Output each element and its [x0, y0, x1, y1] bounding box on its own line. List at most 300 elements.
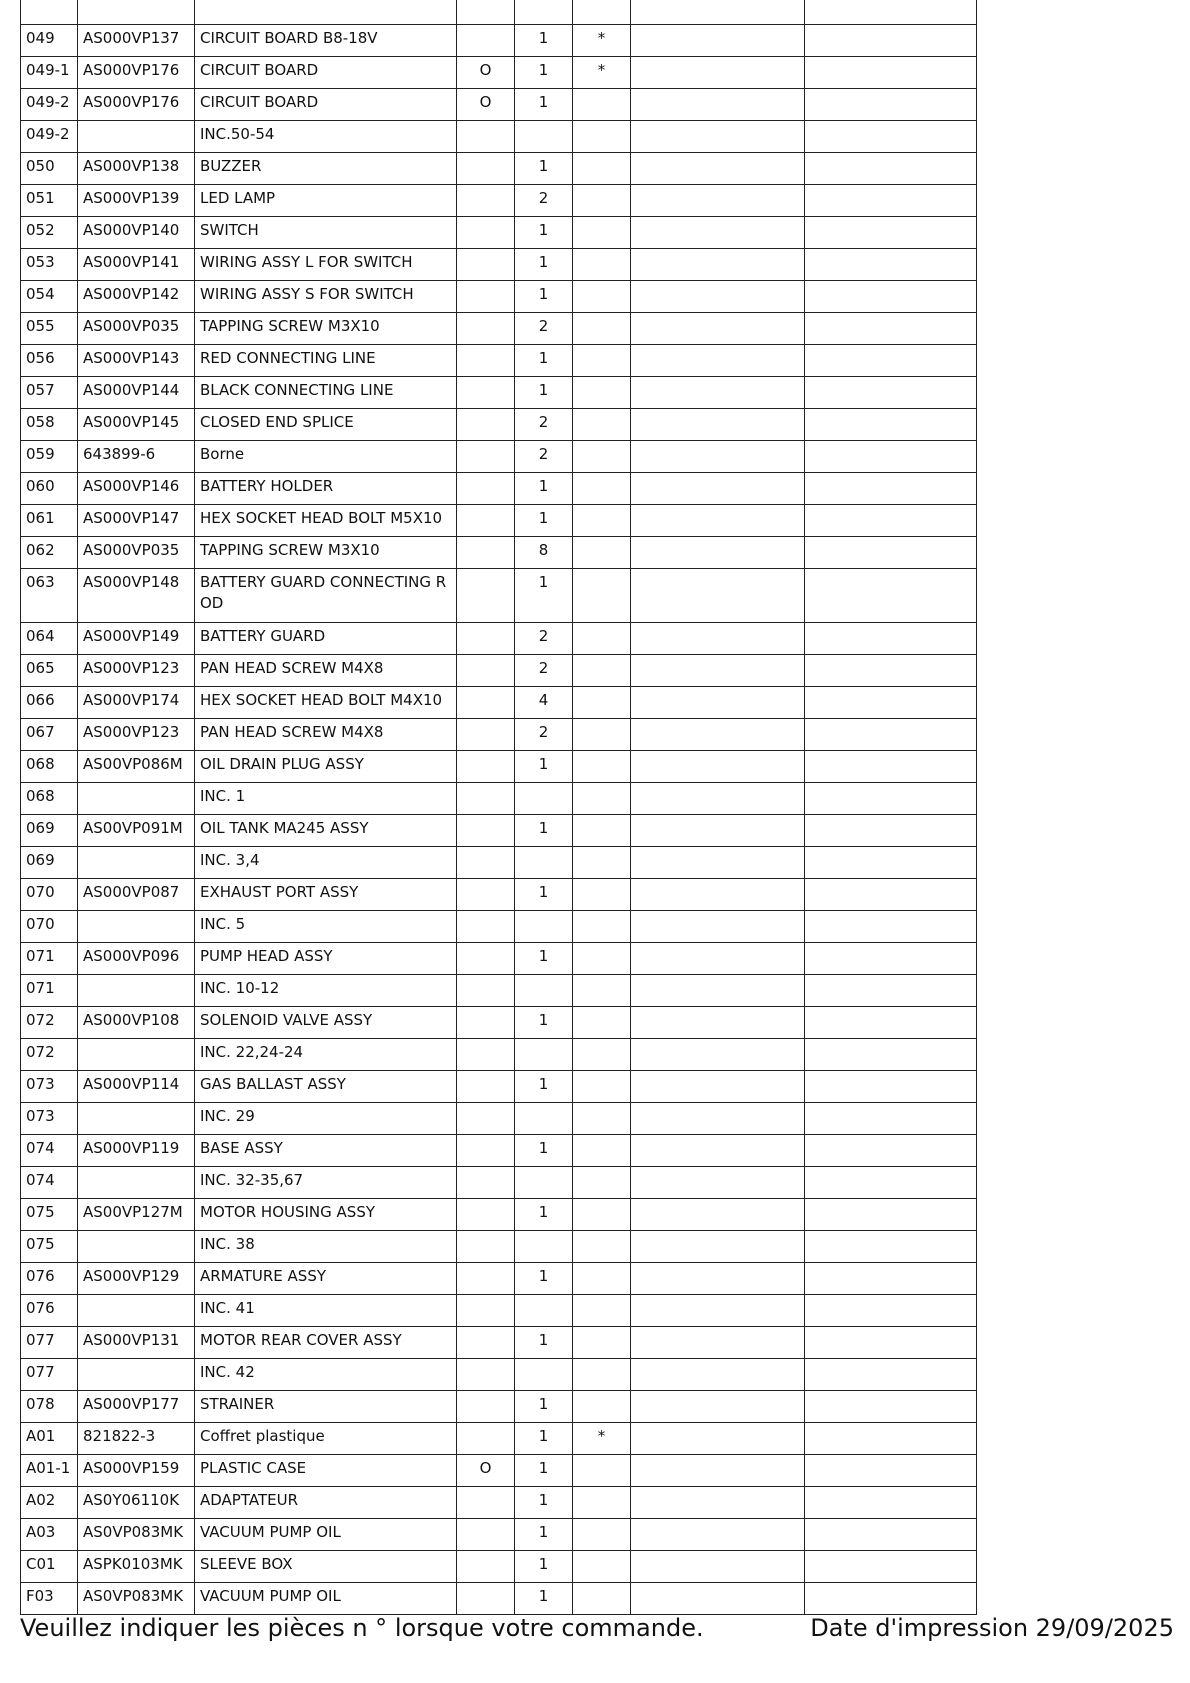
- cell-blank-2: [805, 249, 977, 281]
- cell-blank-2: [805, 1263, 977, 1295]
- cell-mark: [573, 153, 631, 185]
- cell-description: SOLENOID VALVE ASSY: [195, 1007, 457, 1039]
- cell-part-reference: AS000VP176: [78, 89, 195, 121]
- cell-description: INC. 42: [195, 1359, 457, 1391]
- cell-item-number: 072: [21, 1007, 78, 1039]
- cell-part-reference: AS000VP108: [78, 1007, 195, 1039]
- cell-item-number: 055: [21, 313, 78, 345]
- cell-description: CIRCUIT BOARD B8-18V: [195, 25, 457, 57]
- cell-description: MOTOR REAR COVER ASSY: [195, 1327, 457, 1359]
- cell-description: INC.50-54: [195, 121, 457, 153]
- cell-blank-1: [631, 847, 805, 879]
- cell-item-number: 066: [21, 687, 78, 719]
- cell-part-reference: [78, 783, 195, 815]
- cell-blank-2: [805, 1487, 977, 1519]
- cell-option: [457, 121, 515, 153]
- cell-blank-1: [631, 687, 805, 719]
- cell-option: [457, 1135, 515, 1167]
- cell-quantity: 2: [515, 409, 573, 441]
- cell-blank-2: [805, 345, 977, 377]
- cell-blank-1: [631, 1583, 805, 1615]
- cell-description: VACUUM PUMP OIL: [195, 1583, 457, 1615]
- cell-mark: *: [573, 1423, 631, 1455]
- cell-blank-1: [631, 441, 805, 473]
- cell-blank-1: [631, 409, 805, 441]
- cell-quantity: 1: [515, 217, 573, 249]
- cell-blank-2: [805, 719, 977, 751]
- cell-part-reference: AS000VP141: [78, 249, 195, 281]
- cell-blank-1: [631, 217, 805, 249]
- cell-quantity: [515, 847, 573, 879]
- cell-part-reference: AS000VP143: [78, 345, 195, 377]
- cell-item-number: 056: [21, 345, 78, 377]
- cell-blank-2: [805, 1359, 977, 1391]
- cell-blank-1: [631, 1487, 805, 1519]
- table-row: [21, 1455, 977, 1487]
- cell-blank-2: [805, 1103, 977, 1135]
- cell-mark: [573, 89, 631, 121]
- cell-blank-1: [631, 89, 805, 121]
- cell-mark: [573, 1263, 631, 1295]
- table-row: [21, 1551, 977, 1583]
- cell-quantity: [515, 121, 573, 153]
- cell-part-reference: AS000VP123: [78, 655, 195, 687]
- cell-item-number: 051: [21, 185, 78, 217]
- cell-quantity: 8: [515, 537, 573, 569]
- cell-item-number: 061: [21, 505, 78, 537]
- cell-quantity: 1: [515, 1487, 573, 1519]
- table-row: [21, 1295, 977, 1327]
- order-notice: Veuillez indiquer les pièces n ° lorsque votre commande.: [20, 1614, 704, 1642]
- cell-blank-2: [805, 441, 977, 473]
- cell-option: [457, 1551, 515, 1583]
- cell-mark: [573, 1007, 631, 1039]
- cell-description: OIL TANK MA245 ASSY: [195, 815, 457, 847]
- cell-quantity: 1: [515, 569, 573, 623]
- cell-blank-1: [631, 1519, 805, 1551]
- cell-blank-1: [631, 719, 805, 751]
- cell-quantity: [515, 1359, 573, 1391]
- cell-part-reference: AS000VP147: [78, 505, 195, 537]
- cell-blank-1: [631, 1295, 805, 1327]
- cell-option: [457, 1583, 515, 1615]
- cell-option: [457, 1071, 515, 1103]
- cell-blank-1: [631, 377, 805, 409]
- cell-quantity: [515, 1039, 573, 1071]
- cell-blank-1: [631, 623, 805, 655]
- cell-part-reference: AS00VP127M: [78, 1199, 195, 1231]
- cell-description: INC. 32-35,67: [195, 1167, 457, 1199]
- cell-quantity: 2: [515, 655, 573, 687]
- cell-mark: [573, 185, 631, 217]
- table-row: [21, 377, 977, 409]
- cell-blank-1: [631, 569, 805, 623]
- table-row: [21, 1423, 977, 1455]
- cell-blank-2: [805, 623, 977, 655]
- cell-description: INC. 10-12: [195, 975, 457, 1007]
- cell-part-reference: ASPK0103MK: [78, 1551, 195, 1583]
- cell-part-reference: [78, 1103, 195, 1135]
- cell-mark: [573, 879, 631, 911]
- table-row: [21, 25, 977, 57]
- cell-item-number: 064: [21, 623, 78, 655]
- cell-quantity: 1: [515, 25, 573, 57]
- cell-blank-2: [805, 57, 977, 89]
- cell-mark: [573, 1199, 631, 1231]
- cell-item-number: F03: [21, 1583, 78, 1615]
- cell-option: [457, 879, 515, 911]
- cell-description: SLEEVE BOX: [195, 1551, 457, 1583]
- cell-item-number: 070: [21, 911, 78, 943]
- cell-mark: [573, 1295, 631, 1327]
- cell-blank-2: [805, 377, 977, 409]
- cell-blank-1: [631, 1071, 805, 1103]
- cell-option: [457, 847, 515, 879]
- table-row: [21, 1487, 977, 1519]
- cell-mark: [573, 1391, 631, 1423]
- table-row: [21, 121, 977, 153]
- cell-part-reference: AS000VP148: [78, 569, 195, 623]
- cell-quantity: 1: [515, 1583, 573, 1615]
- cell-mark: [573, 911, 631, 943]
- cell-part-reference: 821822-3: [78, 1423, 195, 1455]
- cell-option: [457, 1039, 515, 1071]
- cell-description: BATTERY HOLDER: [195, 473, 457, 505]
- cell-blank-2: [805, 1135, 977, 1167]
- cell-quantity: 1: [515, 1551, 573, 1583]
- cell-item-number: A01: [21, 1423, 78, 1455]
- table-row: [21, 409, 977, 441]
- cell-mark: [573, 1551, 631, 1583]
- table-row: [21, 345, 977, 377]
- cell-blank-2: [805, 943, 977, 975]
- cell-mark: [573, 975, 631, 1007]
- cell-option: [457, 377, 515, 409]
- cell-blank-2: [805, 25, 977, 57]
- cell-option: [457, 473, 515, 505]
- cell-quantity: 1: [515, 153, 573, 185]
- parts-table-body: [21, 25, 977, 1615]
- cell-blank-2: [805, 473, 977, 505]
- cell-mark: [573, 1071, 631, 1103]
- cell-item-number: 075: [21, 1231, 78, 1263]
- cell-mark: [573, 377, 631, 409]
- cell-blank-1: [631, 1199, 805, 1231]
- cell-part-reference: AS000VP174: [78, 687, 195, 719]
- cell-mark: *: [573, 25, 631, 57]
- table-row: [21, 1103, 977, 1135]
- cell-item-number: 071: [21, 943, 78, 975]
- cell-blank-2: [805, 1391, 977, 1423]
- table-row: [21, 1263, 977, 1295]
- cell-part-reference: AS000VP177: [78, 1391, 195, 1423]
- cell-item-number: 068: [21, 783, 78, 815]
- cell-quantity: 2: [515, 441, 573, 473]
- cell-part-reference: AS000VP035: [78, 537, 195, 569]
- cell-mark: [573, 473, 631, 505]
- table-row: [21, 1519, 977, 1551]
- table-row: [21, 1359, 977, 1391]
- cell-description: CIRCUIT BOARD: [195, 89, 457, 121]
- cell-part-reference: AS000VP142: [78, 281, 195, 313]
- cell-mark: [573, 1167, 631, 1199]
- cell-blank-1: [631, 879, 805, 911]
- cell-blank-1: [631, 1455, 805, 1487]
- cell-description: PUMP HEAD ASSY: [195, 943, 457, 975]
- cell-quantity: 1: [515, 751, 573, 783]
- cell-quantity: 4: [515, 687, 573, 719]
- cell-part-reference: AS000VP176: [78, 57, 195, 89]
- cell-description: PAN HEAD SCREW M4X8: [195, 719, 457, 751]
- cell-blank-1: [631, 121, 805, 153]
- cell-description: LED LAMP: [195, 185, 457, 217]
- cell-part-reference: AS000VP119: [78, 1135, 195, 1167]
- cell-option: [457, 1487, 515, 1519]
- cell-quantity: 1: [515, 1135, 573, 1167]
- cell-part-reference: AS0VP083MK: [78, 1519, 195, 1551]
- cell-blank-1: [631, 975, 805, 1007]
- cell-blank-1: [631, 249, 805, 281]
- cell-option: [457, 1391, 515, 1423]
- cell-option: [457, 1231, 515, 1263]
- cell-quantity: 2: [515, 185, 573, 217]
- cell-item-number: 065: [21, 655, 78, 687]
- cell-part-reference: AS000VP144: [78, 377, 195, 409]
- cell-part-reference: AS0Y06110K: [78, 1487, 195, 1519]
- cell-quantity: 1: [515, 249, 573, 281]
- cell-part-reference: AS00VP086M: [78, 751, 195, 783]
- cell-mark: [573, 687, 631, 719]
- cell-option: [457, 943, 515, 975]
- cell-mark: [573, 505, 631, 537]
- cell-mark: [573, 1519, 631, 1551]
- cell-blank-1: [631, 1103, 805, 1135]
- cell-part-reference: AS000VP159: [78, 1455, 195, 1487]
- cell-option: [457, 751, 515, 783]
- table-row: [21, 751, 977, 783]
- cell-mark: [573, 1039, 631, 1071]
- table-row: [21, 1231, 977, 1263]
- cell-blank-1: [631, 943, 805, 975]
- cell-mark: [573, 943, 631, 975]
- cell-blank-2: [805, 217, 977, 249]
- cell-quantity: 1: [515, 1327, 573, 1359]
- table-row: [21, 879, 977, 911]
- cell-option: [457, 1103, 515, 1135]
- cell-mark: [573, 441, 631, 473]
- table-row: [21, 719, 977, 751]
- cell-quantity: 1: [515, 879, 573, 911]
- cell-description: INC. 38: [195, 1231, 457, 1263]
- cell-item-number: 077: [21, 1359, 78, 1391]
- cell-mark: [573, 345, 631, 377]
- cell-item-number: 078: [21, 1391, 78, 1423]
- cell-option: [457, 441, 515, 473]
- cell-quantity: 1: [515, 473, 573, 505]
- table-row: [21, 505, 977, 537]
- cell-blank-2: [805, 1167, 977, 1199]
- cell-blank-1: [631, 1007, 805, 1039]
- cell-blank-1: [631, 281, 805, 313]
- cell-description: WIRING ASSY S FOR SWITCH: [195, 281, 457, 313]
- cell-mark: [573, 569, 631, 623]
- cell-blank-2: [805, 815, 977, 847]
- cell-blank-2: [805, 185, 977, 217]
- cell-option: [457, 1359, 515, 1391]
- cell-part-reference: AS000VP087: [78, 879, 195, 911]
- cell-description: PAN HEAD SCREW M4X8: [195, 655, 457, 687]
- cell-option: [457, 249, 515, 281]
- table-row: [21, 847, 977, 879]
- cell-mark: [573, 249, 631, 281]
- cell-item-number: 071: [21, 975, 78, 1007]
- table-row: [21, 655, 977, 687]
- cell-description: ADAPTATEUR: [195, 1487, 457, 1519]
- cell-description: BUZZER: [195, 153, 457, 185]
- cell-item-number: 050: [21, 153, 78, 185]
- cell-mark: [573, 719, 631, 751]
- cell-option: [457, 1263, 515, 1295]
- table-row: [21, 687, 977, 719]
- cell-blank-2: [805, 783, 977, 815]
- cell-description: WIRING ASSY L FOR SWITCH: [195, 249, 457, 281]
- table-row: [21, 911, 977, 943]
- cell-blank-1: [631, 185, 805, 217]
- table-row: [21, 1007, 977, 1039]
- cell-description: GAS BALLAST ASSY: [195, 1071, 457, 1103]
- table-row: [21, 1583, 977, 1615]
- cell-quantity: 1: [515, 1007, 573, 1039]
- cell-quantity: 1: [515, 89, 573, 121]
- parts-table: [20, 24, 977, 1615]
- cell-blank-2: [805, 655, 977, 687]
- cell-quantity: [515, 783, 573, 815]
- cell-item-number: 074: [21, 1167, 78, 1199]
- cell-part-reference: [78, 121, 195, 153]
- cell-quantity: 1: [515, 1455, 573, 1487]
- cell-item-number: 060: [21, 473, 78, 505]
- cell-item-number: 070: [21, 879, 78, 911]
- cell-blank-2: [805, 1039, 977, 1071]
- cell-description: TAPPING SCREW M3X10: [195, 537, 457, 569]
- cell-blank-2: [805, 1007, 977, 1039]
- cell-quantity: 1: [515, 57, 573, 89]
- cell-blank-1: [631, 25, 805, 57]
- cell-blank-2: [805, 281, 977, 313]
- cell-quantity: [515, 1295, 573, 1327]
- cell-description: Borne: [195, 441, 457, 473]
- table-row: [21, 1391, 977, 1423]
- cell-description: SWITCH: [195, 217, 457, 249]
- cell-item-number: 069: [21, 847, 78, 879]
- cell-quantity: 1: [515, 345, 573, 377]
- cell-option: [457, 719, 515, 751]
- cell-item-number: 052: [21, 217, 78, 249]
- cell-option: [457, 345, 515, 377]
- cell-item-number: A02: [21, 1487, 78, 1519]
- table-row: [21, 569, 977, 623]
- cell-description: STRAINER: [195, 1391, 457, 1423]
- cell-quantity: 2: [515, 623, 573, 655]
- cell-part-reference: AS000VP146: [78, 473, 195, 505]
- cell-option: O: [457, 89, 515, 121]
- cell-blank-2: [805, 1551, 977, 1583]
- cell-quantity: 1: [515, 1071, 573, 1103]
- table-row: [21, 623, 977, 655]
- cell-blank-2: [805, 153, 977, 185]
- cell-option: [457, 623, 515, 655]
- cell-item-number: 076: [21, 1263, 78, 1295]
- cell-description: BATTERY GUARD CONNECTING ROD: [195, 569, 457, 623]
- table-row: [21, 1135, 977, 1167]
- cell-part-reference: [78, 1039, 195, 1071]
- cell-mark: [573, 1455, 631, 1487]
- cell-item-number: 077: [21, 1327, 78, 1359]
- cell-item-number: 049-2: [21, 89, 78, 121]
- cell-mark: *: [573, 57, 631, 89]
- cell-option: [457, 153, 515, 185]
- table-row: [21, 783, 977, 815]
- cell-blank-2: [805, 1519, 977, 1551]
- cell-blank-2: [805, 1327, 977, 1359]
- cell-blank-2: [805, 505, 977, 537]
- cell-blank-1: [631, 1263, 805, 1295]
- cell-quantity: 1: [515, 1423, 573, 1455]
- cell-option: [457, 1423, 515, 1455]
- cell-part-reference: AS000VP129: [78, 1263, 195, 1295]
- cell-blank-1: [631, 1167, 805, 1199]
- cell-part-reference: [78, 911, 195, 943]
- cell-quantity: [515, 975, 573, 1007]
- cell-part-reference: AS0VP083MK: [78, 1583, 195, 1615]
- cell-item-number: 053: [21, 249, 78, 281]
- cell-description: INC. 29: [195, 1103, 457, 1135]
- cell-item-number: 054: [21, 281, 78, 313]
- cell-part-reference: AS000VP139: [78, 185, 195, 217]
- cell-option: O: [457, 1455, 515, 1487]
- table-row: [21, 1167, 977, 1199]
- cell-blank-2: [805, 847, 977, 879]
- cell-blank-1: [631, 153, 805, 185]
- cell-mark: [573, 1231, 631, 1263]
- cell-quantity: 1: [515, 377, 573, 409]
- table-row: [21, 1071, 977, 1103]
- cell-part-reference: AS000VP149: [78, 623, 195, 655]
- cell-item-number: A01-1: [21, 1455, 78, 1487]
- cell-blank-2: [805, 687, 977, 719]
- cell-blank-1: [631, 1231, 805, 1263]
- cell-mark: [573, 847, 631, 879]
- cell-blank-1: [631, 505, 805, 537]
- cell-description: TAPPING SCREW M3X10: [195, 313, 457, 345]
- cell-mark: [573, 623, 631, 655]
- cell-blank-2: [805, 911, 977, 943]
- cell-quantity: 2: [515, 719, 573, 751]
- table-row: [21, 441, 977, 473]
- cell-blank-1: [631, 751, 805, 783]
- cell-description: HEX SOCKET HEAD BOLT M4X10: [195, 687, 457, 719]
- table-row: [21, 1199, 977, 1231]
- cell-mark: [573, 121, 631, 153]
- table-row: [21, 281, 977, 313]
- cell-description: INC. 5: [195, 911, 457, 943]
- cell-part-reference: 643899-6: [78, 441, 195, 473]
- cell-mark: [573, 1583, 631, 1615]
- cell-item-number: 073: [21, 1071, 78, 1103]
- cell-description: HEX SOCKET HEAD BOLT M5X10: [195, 505, 457, 537]
- cell-option: [457, 975, 515, 1007]
- cell-item-number: 049-1: [21, 57, 78, 89]
